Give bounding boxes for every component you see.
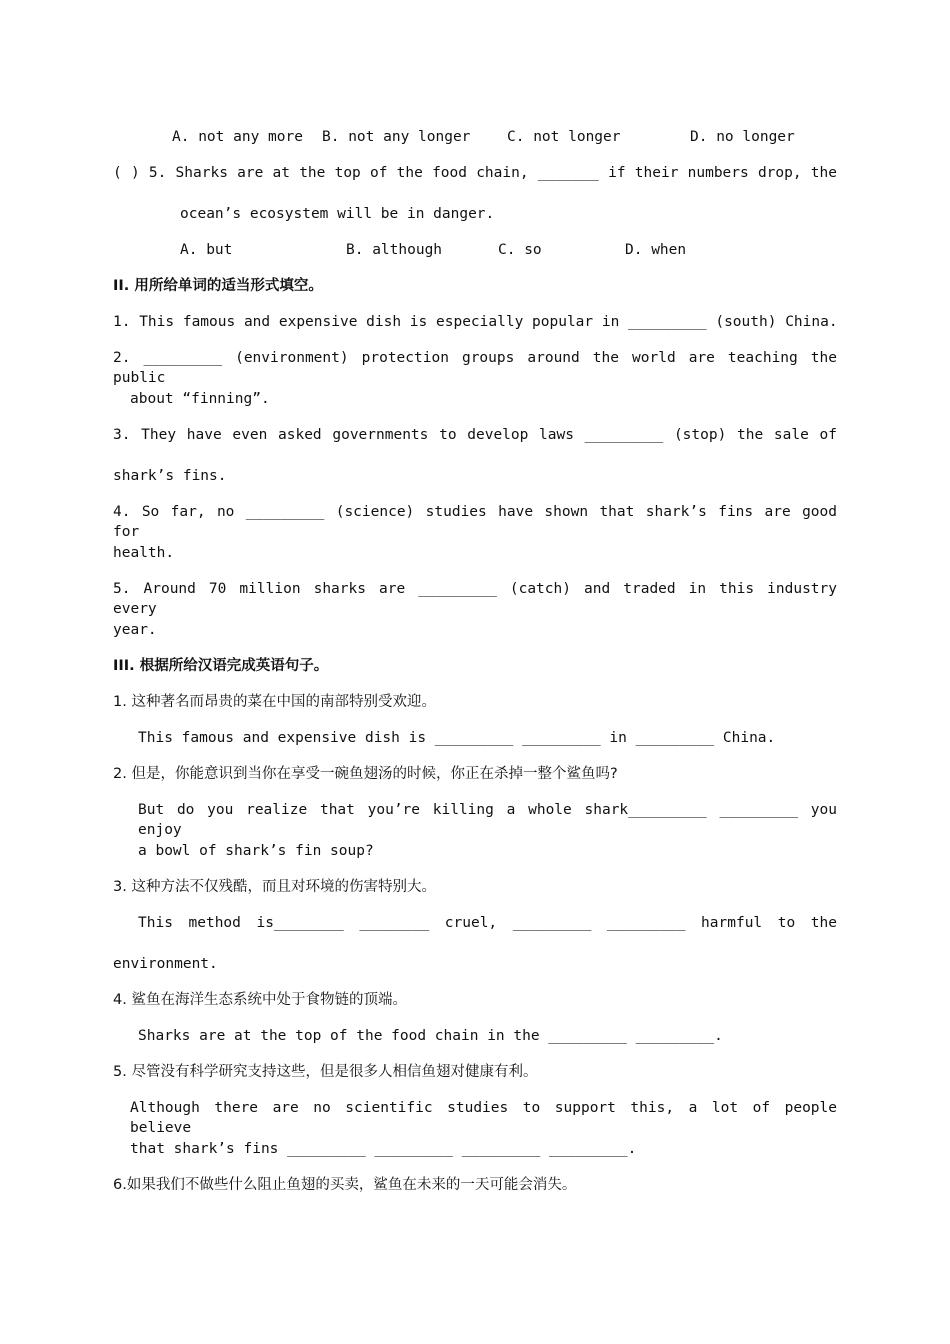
q5-stem-line2: ocean’s ecosystem will be in danger. xyxy=(180,206,495,222)
s3-item-4-english: Sharks are at the top of the food chain in the _________ _________. xyxy=(138,1028,723,1044)
q5-option-c: C. so xyxy=(498,242,542,258)
s3-item-2-english-line1: But do you realize that you’re killing a whole shark_________ _________ you enjoy xyxy=(138,802,837,838)
s3-item-2-english-line2: a bowl of shark’s fin soup? xyxy=(138,843,374,859)
s2-item-2-line1: 2. _________ (environment) protection groups around the world are teaching the public xyxy=(113,350,837,386)
q5-option-b: B. although xyxy=(346,242,443,258)
s2-item-5-line2: year. xyxy=(113,622,157,638)
s3-item-5-english-line1: Although there are no scientific studies to support this, a lot of people believe xyxy=(130,1100,837,1136)
s3-item-1-english: This famous and expensive dish is _________ _________ in _________ China. xyxy=(138,730,776,746)
s3-item-6-chinese: 6.如果我们不做些什么阻止鱼翅的买卖，鲨鱼在未来的一天可能会消失。 xyxy=(113,1177,577,1193)
q4-option-c: C. not longer xyxy=(507,129,621,145)
s2-item-1: 1. This famous and expensive dish is especially popular in _________ (south) China. xyxy=(113,314,838,330)
q5-stem-line1: ( ) 5. Sharks are at the top of the food chain, _______ if their numbers drop, the xyxy=(113,165,837,181)
s2-item-3-line1: 3. They have even asked governments to develop laws _________ (stop) the sale of xyxy=(113,427,837,443)
q5-option-a: A. but xyxy=(180,242,233,258)
s2-item-5-line1: 5. Around 70 million sharks are _________ (catch) and traded in this industry every xyxy=(113,581,837,617)
s3-item-4-chinese: 4. 鲨鱼在海洋生态系统中处于食物链的顶端。 xyxy=(113,992,407,1008)
section-2-heading: II. 用所给单词的适当形式填空。 xyxy=(113,278,323,294)
q4-option-b: B. not any longer xyxy=(322,129,471,145)
section-3-heading: III. 根据所给汉语完成英语句子。 xyxy=(113,658,329,674)
q5-option-d: D. when xyxy=(625,242,687,258)
s3-item-1-chinese: 1. 这种著名而昂贵的菜在中国的南部特别受欢迎。 xyxy=(113,694,436,710)
q4-option-d: D. no longer xyxy=(690,129,795,145)
q4-option-a: A. not any more xyxy=(172,129,303,145)
s3-item-5-english-line2: that shark’s fins _________ _________ _________ _________. xyxy=(130,1141,637,1157)
s3-item-5-chinese: 5. 尽管没有科学研究支持这些，但是很多人相信鱼翅对健康有利。 xyxy=(113,1064,538,1080)
s2-item-3-line2: shark’s fins. xyxy=(113,468,227,484)
s3-item-2-chinese: 2. 但是，你能意识到当你在享受一碗鱼翅汤的时候，你正在杀掉一整个鲨鱼吗? xyxy=(113,766,618,782)
s3-item-3-english-line2: environment. xyxy=(113,956,218,972)
s3-item-3-chinese: 3. 这种方法不仅残酷，而且对环境的伤害特别大。 xyxy=(113,879,436,895)
s2-item-4-line1: 4. So far, no _________ (science) studies have shown that shark’s fins are good for xyxy=(113,504,837,540)
s3-item-3-english-line1: This method is________ ________ cruel, _________ _________ harmful to the xyxy=(138,915,837,931)
s2-item-4-line2: health. xyxy=(113,545,175,561)
s2-item-2-line2: about “finning”. xyxy=(130,391,270,407)
